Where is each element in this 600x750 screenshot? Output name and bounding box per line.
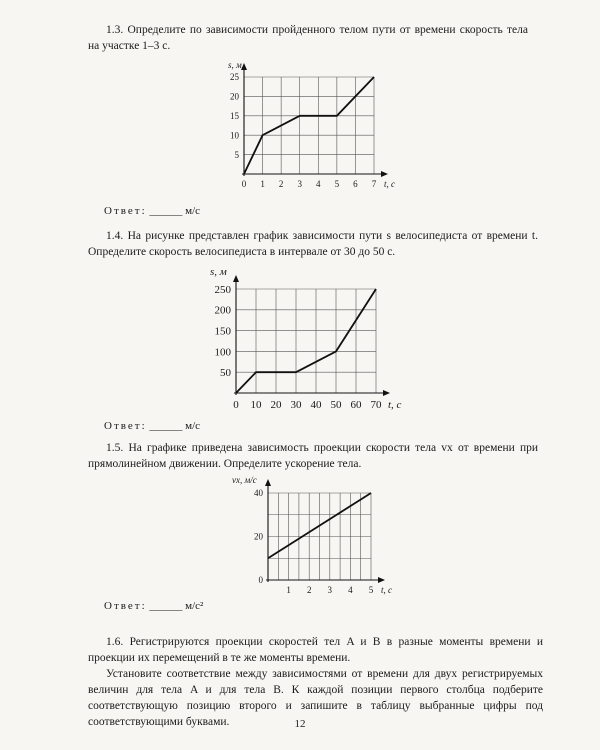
x-tick-label: 4 <box>316 179 321 189</box>
answer-blank[interactable]: ______ <box>149 600 183 612</box>
x-tick-label: 2 <box>306 585 312 595</box>
x-tick-label: 0 <box>233 399 239 411</box>
chart-grid <box>268 493 371 580</box>
chart-grid <box>244 77 374 174</box>
answer-label: Ответ: <box>104 420 147 432</box>
y-tick-label: 100 <box>214 346 231 359</box>
y-axis-arrow <box>241 63 247 70</box>
x-tick-label: 5 <box>334 179 340 189</box>
y-tick-label: 20 <box>230 91 239 102</box>
chart-grid <box>236 289 376 393</box>
page-number: 12 <box>294 718 306 730</box>
x-tick-label: 6 <box>353 179 358 189</box>
y-tick-label: 5 <box>234 149 239 160</box>
chart-path-time-1 <box>222 60 412 192</box>
y-axis-arrow <box>265 479 271 486</box>
problem-1-6-text: 1.6. Регистрируются проекции скоростей тел A и B в разные моменты времени и проекции их перемещений в те же моменты времени. <box>88 636 544 664</box>
x-axis-arrow <box>383 390 390 396</box>
answer-line-1-3 <box>104 205 200 217</box>
x-tick-label: 4 <box>348 585 353 595</box>
y-tick-label: 150 <box>214 325 231 338</box>
x-tick-label: 60 <box>350 399 362 411</box>
problem-1-4-text: 1.4. На рисунке представлен график зависимости пути s велосипедиста от времени t. Определите скорость велосипедиста в интервале от 30 до 50 с. <box>88 230 538 258</box>
x-axis-arrow <box>381 171 388 177</box>
problem-1-5-text: 1.5. На графике приведена зависимость проекции скорости тела vx от времени при прямолинейном движении. Определите ускорение тела. <box>88 442 539 470</box>
y-tick-label: 0 <box>258 575 263 586</box>
x-tick-label: 1 <box>260 179 265 189</box>
x-tick-label: 1 <box>286 585 291 595</box>
answer-line-1-5 <box>104 600 203 612</box>
x-tick-label: 5 <box>368 585 374 595</box>
problem-1-3-text: 1.3. Определите по зависимости пройденного телом пути от времени скорость тела на участке 1–3 с. <box>88 24 528 52</box>
x-tick-label: 3 <box>327 585 333 595</box>
problem-1-6-text-2: Установите соответствие между зависимостями от времени для двух регистрируемых величин для тела A и для тела B. К каждой позиции первого столбца подберите соответствующую позицию второго и запишите в таблицу выбранные цифры под соответствующими буквами. <box>88 668 543 728</box>
y-axis-label: vx, м/с <box>232 475 257 485</box>
answer-blank[interactable]: ______ <box>149 205 183 217</box>
x-axis-label: t, c <box>388 399 402 411</box>
y-tick-label: 15 <box>230 110 239 121</box>
answer-unit: м/с <box>185 205 201 217</box>
y-tick-label: 10 <box>230 130 239 141</box>
x-tick-label: 20 <box>270 399 282 411</box>
y-axis-label: s, м <box>228 60 242 70</box>
x-tick-label: 3 <box>297 179 302 189</box>
answer-blank[interactable]: ______ <box>149 420 183 432</box>
y-tick-label: 50 <box>220 367 231 380</box>
x-axis-arrow <box>378 577 385 583</box>
x-axis-label: t, c <box>384 179 395 189</box>
x-tick-label: 10 <box>250 399 262 411</box>
x-tick-label: 7 <box>371 179 377 189</box>
x-tick-label: 2 <box>278 179 284 189</box>
answer-unit: м/с <box>185 420 201 432</box>
x-axis-label: t, c <box>381 585 392 595</box>
y-tick-label: 20 <box>254 531 263 542</box>
y-axis-arrow <box>233 275 239 282</box>
chart-cyclist-path <box>196 263 446 413</box>
x-tick-label: 50 <box>330 399 342 411</box>
y-tick-label: 25 <box>230 72 239 83</box>
x-tick-label: 40 <box>310 399 322 411</box>
answer-unit: м/с² <box>185 600 204 612</box>
x-tick-label: 0 <box>241 179 247 189</box>
x-tick-label: 30 <box>290 399 302 411</box>
answer-line-1-4 <box>104 420 200 432</box>
series-line <box>244 77 374 174</box>
chart-velocity-projection <box>228 475 398 600</box>
y-tick-label: 250 <box>214 283 231 296</box>
answer-label: Ответ: <box>104 600 147 612</box>
y-tick-label: 40 <box>254 488 263 499</box>
y-tick-label: 200 <box>214 304 231 317</box>
series-line <box>236 289 376 393</box>
x-tick-label: 70 <box>370 399 382 411</box>
answer-label: Ответ: <box>104 205 147 217</box>
y-axis-label: s, м <box>210 266 227 278</box>
